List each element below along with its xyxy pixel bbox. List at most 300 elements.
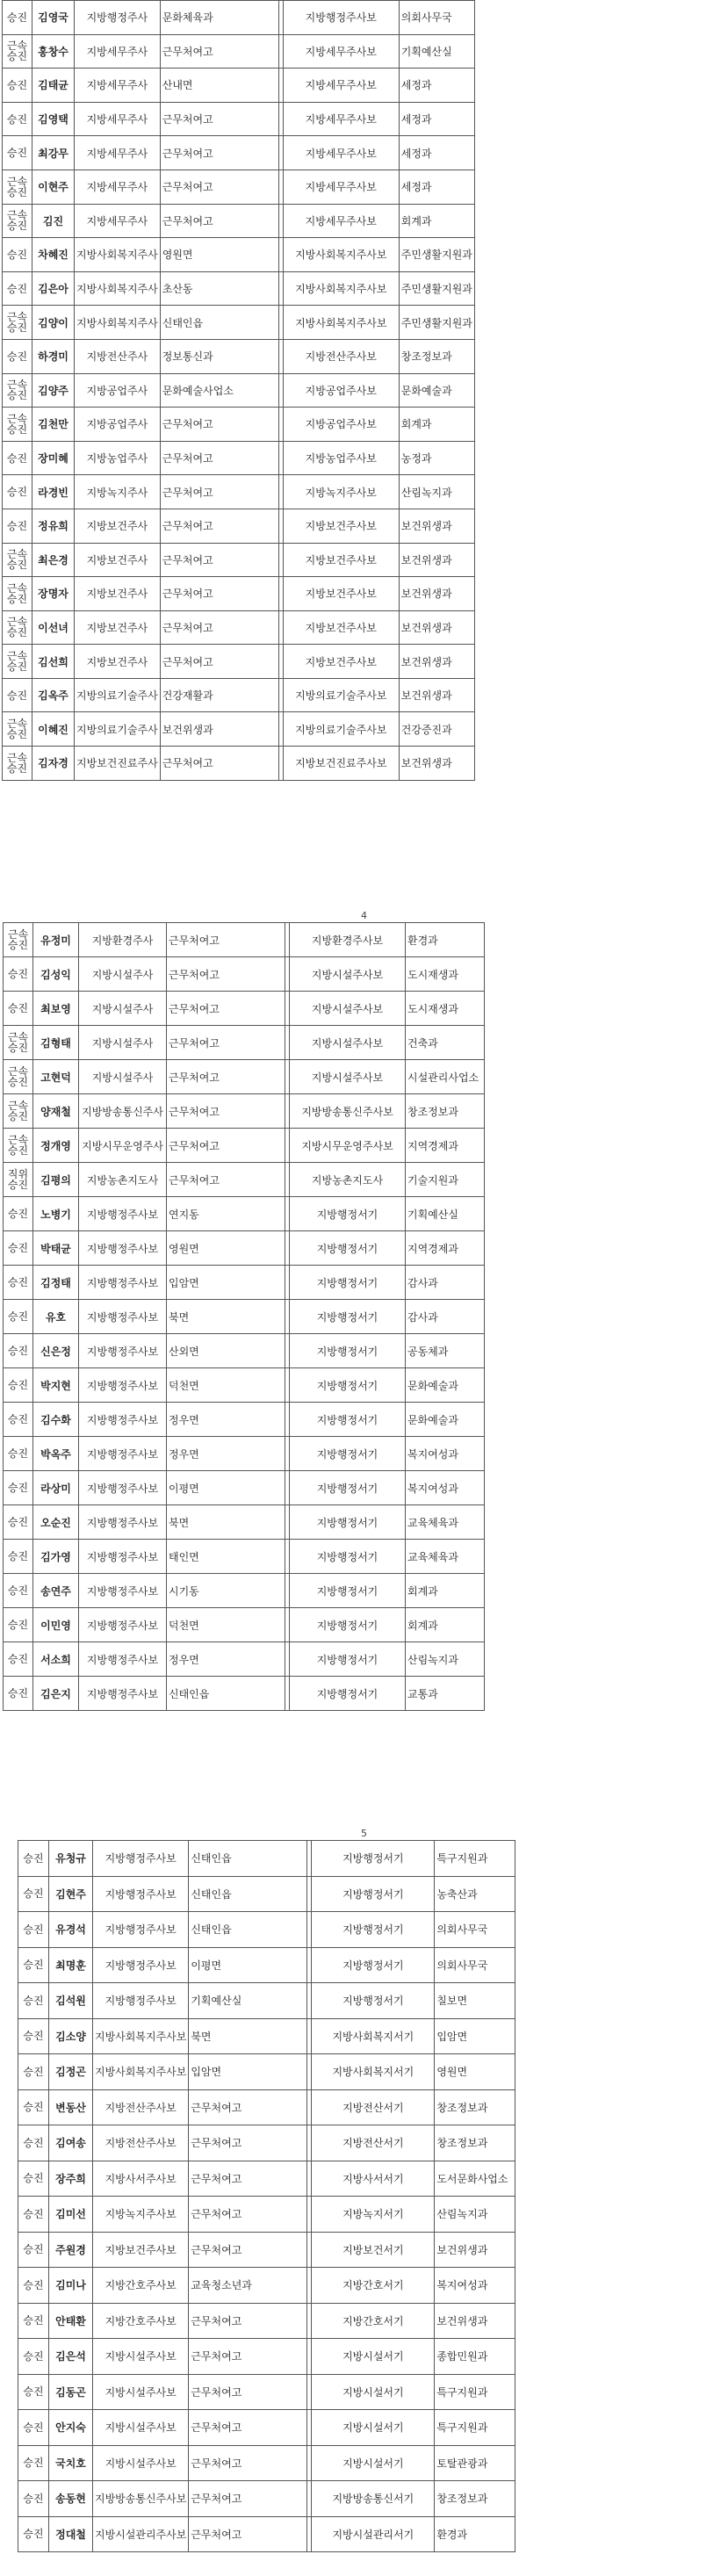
new-grade: 지방보건주사보 — [283, 577, 399, 611]
promotion-type: 승진 — [18, 2161, 49, 2197]
promotion-type: 승진 — [18, 2445, 49, 2481]
table-row — [18, 2374, 515, 2410]
new-grade: 지방전산서기 — [312, 2089, 435, 2125]
new-department: 문화예술과 — [406, 1368, 485, 1403]
promotion-type: 근속 승진 — [3, 712, 32, 747]
employee-name: 양재철 — [33, 1094, 79, 1129]
current-department: 북면 — [167, 1300, 285, 1334]
new-grade: 지방행정서기 — [290, 1540, 406, 1574]
current-department: 근무처여고 — [160, 509, 278, 543]
new-department: 세정과 — [399, 69, 474, 103]
promotion-type: 승진 — [4, 1505, 33, 1540]
current-department: 정보통신과 — [160, 339, 278, 373]
current-grade: 지방행정주사보 — [79, 1300, 167, 1334]
employee-name: 박태균 — [33, 1231, 79, 1266]
table-row — [4, 1677, 485, 1711]
current-department: 근무처여고 — [189, 2339, 307, 2375]
promotion-type: 승진 — [4, 1574, 33, 1608]
current-department: 근무처여고 — [160, 441, 278, 475]
new-department: 기획예산실 — [399, 34, 474, 69]
promotion-type: 근속 승진 — [3, 408, 32, 442]
table-row — [4, 1026, 485, 1060]
current-grade: 지방행정주사보 — [93, 1983, 189, 2019]
promotion-type: 승진 — [4, 957, 33, 992]
table-row — [18, 2018, 515, 2054]
table-row — [18, 2054, 515, 2090]
new-department: 환경과 — [435, 2516, 515, 2552]
current-department: 근무처여고 — [160, 204, 278, 238]
current-department: 영원면 — [167, 1231, 285, 1266]
new-grade: 지방세무주사보 — [283, 102, 399, 136]
employee-name: 홍창수 — [32, 34, 75, 69]
new-grade: 지방세무주사보 — [283, 69, 399, 103]
new-grade: 지방농업주사보 — [283, 441, 399, 475]
current-grade: 지방보건진료주사 — [75, 747, 161, 781]
employee-name: 정대철 — [49, 2516, 93, 2552]
employee-name: 김평의 — [33, 1163, 79, 1197]
employee-name: 유정미 — [33, 923, 79, 957]
promotion-type: 근속 승진 — [4, 1094, 33, 1129]
new-department: 시설관리사업소 — [406, 1060, 485, 1094]
promotion-type: 승진 — [18, 2516, 49, 2552]
promotion-type: 승진 — [18, 2339, 49, 2375]
table-row — [4, 1540, 485, 1574]
new-grade: 지방행정서기 — [290, 1437, 406, 1471]
new-department: 보건위생과 — [435, 2232, 515, 2268]
new-grade: 지방행정서기 — [290, 1300, 406, 1334]
table-row — [4, 1334, 485, 1368]
promotion-type: 승진 — [18, 1983, 49, 2019]
promotion-table — [18, 1840, 515, 2552]
promotion-type: 승진 — [18, 1947, 49, 1983]
new-department: 회계과 — [406, 1574, 485, 1608]
current-grade: 지방행정주사보 — [79, 1334, 167, 1368]
current-grade: 지방세무주사 — [75, 204, 161, 238]
table-row — [3, 339, 475, 373]
current-department: 근무처여고 — [160, 577, 278, 611]
new-department: 의회사무국 — [435, 1947, 515, 1983]
promotion-type: 승진 — [4, 1368, 33, 1403]
current-department: 근무처여고 — [160, 408, 278, 442]
current-grade: 지방행정주사보 — [79, 1368, 167, 1403]
table-row — [4, 1266, 485, 1300]
new-department: 보건위생과 — [435, 2303, 515, 2339]
current-grade: 지방행정주사보 — [79, 1231, 167, 1266]
new-grade: 지방사회복지서기 — [312, 2018, 435, 2054]
employee-name: 신은정 — [33, 1334, 79, 1368]
current-grade: 지방보건주사 — [75, 543, 161, 577]
current-grade: 지방행정주사보 — [93, 1947, 189, 1983]
table-row — [3, 204, 475, 238]
new-grade: 지방시설관리서기 — [312, 2516, 435, 2552]
employee-name: 송연주 — [33, 1574, 79, 1608]
new-grade: 지방의료기술주사보 — [283, 712, 399, 747]
current-department: 이평면 — [189, 1947, 307, 1983]
employee-name: 김은지 — [33, 1677, 79, 1711]
current-department: 근무처여고 — [160, 170, 278, 204]
employee-name: 김진 — [32, 204, 75, 238]
current-grade: 지방세무주사 — [75, 170, 161, 204]
current-grade: 지방행정주사 — [75, 1, 161, 35]
current-grade: 지방세무주사 — [75, 34, 161, 69]
new-grade: 지방보건진료주사보 — [283, 747, 399, 781]
employee-name: 김석원 — [49, 1983, 93, 2019]
current-department: 문화예술사업소 — [160, 373, 278, 408]
new-department: 창조정보과 — [399, 339, 474, 373]
table-row — [18, 1947, 515, 1983]
new-department: 기획예산실 — [406, 1197, 485, 1231]
new-department: 건강증진과 — [399, 712, 474, 747]
promotion-type: 근속 승진 — [4, 1026, 33, 1060]
promotion-type: 승진 — [4, 1197, 33, 1231]
employee-name: 김미나 — [49, 2268, 93, 2304]
promotion-type: 승진 — [18, 2268, 49, 2304]
current-department: 근무처여고 — [189, 2445, 307, 2481]
employee-name: 김선희 — [32, 645, 75, 679]
current-department: 근무처여고 — [160, 747, 278, 781]
employee-name: 차혜진 — [32, 238, 75, 272]
promotion-type: 승진 — [3, 136, 32, 170]
current-grade: 지방간호주사보 — [93, 2268, 189, 2304]
new-department: 창조정보과 — [435, 2089, 515, 2125]
employee-name: 김자경 — [32, 747, 75, 781]
table-row — [4, 1608, 485, 1642]
promotion-type: 근속 승진 — [4, 1129, 33, 1163]
new-grade: 지방세무주사보 — [283, 136, 399, 170]
new-grade: 지방사회복지주사보 — [283, 238, 399, 272]
employee-name: 장주희 — [49, 2161, 93, 2197]
current-department: 정우면 — [167, 1403, 285, 1437]
table-row — [18, 2268, 515, 2304]
new-grade: 지방시설주사보 — [290, 957, 406, 992]
employee-name: 변동산 — [49, 2089, 93, 2125]
new-department: 창조정보과 — [406, 1094, 485, 1129]
new-department: 복지여성과 — [406, 1437, 485, 1471]
current-grade: 지방세무주사 — [75, 69, 161, 103]
table-row — [18, 1912, 515, 1948]
new-grade: 지방행정서기 — [290, 1677, 406, 1711]
current-grade: 지방사회복지주사 — [75, 271, 161, 306]
current-grade: 지방전산주사보 — [93, 2089, 189, 2125]
promotion-type: 승진 — [18, 2303, 49, 2339]
promotion-type: 승진 — [18, 2481, 49, 2517]
current-grade: 지방세무주사 — [75, 102, 161, 136]
employee-name: 김양주 — [32, 373, 75, 408]
current-grade: 지방방송통신주사보 — [93, 2481, 189, 2517]
new-department: 보건위생과 — [399, 645, 474, 679]
table-row — [4, 1163, 485, 1197]
new-department: 보건위생과 — [399, 577, 474, 611]
current-grade: 지방행정주사보 — [79, 1403, 167, 1437]
new-department: 환경과 — [406, 923, 485, 957]
promotion-type: 근속 승진 — [4, 923, 33, 957]
table-row — [3, 238, 475, 272]
current-department: 근무처여고 — [160, 34, 278, 69]
new-grade: 지방공업주사보 — [283, 408, 399, 442]
current-department: 신태인읍 — [167, 1677, 285, 1711]
promotion-type: 승진 — [4, 1403, 33, 1437]
current-grade: 지방시설주사보 — [93, 2410, 189, 2446]
new-department: 산림녹지과 — [435, 2197, 515, 2233]
promotion-type: 승진 — [4, 1608, 33, 1642]
new-department: 도시재생과 — [406, 957, 485, 992]
promotion-type: 근속 승진 — [3, 543, 32, 577]
new-department: 보건위생과 — [399, 747, 474, 781]
table-row — [3, 136, 475, 170]
new-department: 감사과 — [406, 1266, 485, 1300]
new-grade: 지방전산주사보 — [283, 339, 399, 373]
new-grade: 지방시설서기 — [312, 2445, 435, 2481]
table-row — [4, 1403, 485, 1437]
current-department: 근무처여고 — [160, 610, 278, 645]
current-department: 근무처여고 — [189, 2232, 307, 2268]
table-row — [4, 1368, 485, 1403]
new-department: 공동체과 — [406, 1334, 485, 1368]
table-row — [3, 306, 475, 340]
employee-name: 김영국 — [32, 1, 75, 35]
table-row — [4, 1505, 485, 1540]
promotion-type: 근속 승진 — [3, 204, 32, 238]
current-grade: 지방전산주사 — [75, 339, 161, 373]
employee-name: 이민영 — [33, 1608, 79, 1642]
new-grade: 지방공업주사보 — [283, 373, 399, 408]
employee-name: 최보영 — [33, 992, 79, 1026]
table-row — [18, 2410, 515, 2446]
current-department: 기획예산실 — [189, 1983, 307, 2019]
current-department: 초산동 — [160, 271, 278, 306]
employee-name: 장명자 — [32, 577, 75, 611]
current-grade: 지방보건주사 — [75, 577, 161, 611]
current-department: 연지동 — [167, 1197, 285, 1231]
current-grade: 지방시설주사 — [79, 1026, 167, 1060]
employee-name: 주원경 — [49, 2232, 93, 2268]
new-department: 보건위생과 — [399, 509, 474, 543]
employee-name: 김성익 — [33, 957, 79, 992]
employee-name: 유청규 — [49, 1841, 93, 1877]
new-grade: 지방전산서기 — [312, 2125, 435, 2161]
current-department: 근무처여고 — [167, 1026, 285, 1060]
current-grade: 지방사회복지주사보 — [93, 2018, 189, 2054]
promotion-type: 직위 승진 — [4, 1163, 33, 1197]
current-grade: 지방행정주사보 — [79, 1437, 167, 1471]
employee-name: 유호 — [33, 1300, 79, 1334]
current-grade: 지방시설주사보 — [93, 2374, 189, 2410]
employee-name: 유경석 — [49, 1912, 93, 1948]
employee-name: 김정태 — [33, 1266, 79, 1300]
promotion-type: 승진 — [18, 2232, 49, 2268]
employee-name: 박지현 — [33, 1368, 79, 1403]
table-row — [3, 577, 475, 611]
promotion-type: 승진 — [4, 1677, 33, 1711]
new-grade: 지방행정서기 — [290, 1197, 406, 1231]
new-grade: 지방보건서기 — [312, 2232, 435, 2268]
new-grade: 지방녹지주사보 — [283, 475, 399, 509]
table-row — [4, 1060, 485, 1094]
promotion-type: 승진 — [18, 2054, 49, 2090]
table-row — [3, 34, 475, 69]
new-department: 회계과 — [399, 408, 474, 442]
table-row — [18, 1841, 515, 1877]
table-row — [4, 1574, 485, 1608]
new-department: 회계과 — [399, 204, 474, 238]
new-department: 세정과 — [399, 102, 474, 136]
table-row — [4, 1300, 485, 1334]
new-department: 칠보면 — [435, 1983, 515, 2019]
promotion-type: 근속 승진 — [3, 577, 32, 611]
table-row — [4, 1094, 485, 1129]
new-department: 주민생활지원과 — [399, 238, 474, 272]
current-grade: 지방사회복지주사 — [75, 238, 161, 272]
current-department: 신태인읍 — [189, 1912, 307, 1948]
current-grade: 지방행정주사보 — [79, 1197, 167, 1231]
table-row — [4, 957, 485, 992]
new-grade: 지방시설주사보 — [290, 992, 406, 1026]
promotion-type: 승진 — [3, 238, 32, 272]
new-department: 주민생활지원과 — [399, 271, 474, 306]
new-department: 교통과 — [406, 1677, 485, 1711]
employee-name: 김옥주 — [32, 678, 75, 712]
new-grade: 지방환경주사보 — [290, 923, 406, 957]
table-row — [3, 645, 475, 679]
new-department: 지역경제과 — [406, 1129, 485, 1163]
promotion-type: 승진 — [18, 2374, 49, 2410]
employee-name: 김여송 — [49, 2125, 93, 2161]
current-department: 근무처여고 — [189, 2410, 307, 2446]
employee-name: 김수화 — [33, 1403, 79, 1437]
current-department: 근무처여고 — [189, 2516, 307, 2552]
current-department: 문화체육과 — [160, 1, 278, 35]
current-department: 산외면 — [167, 1334, 285, 1368]
table-row — [3, 747, 475, 781]
promotion-type: 근속 승진 — [3, 170, 32, 204]
new-grade: 지방시설서기 — [312, 2339, 435, 2375]
new-department: 창조정보과 — [435, 2125, 515, 2161]
current-grade: 지방시설주사보 — [93, 2445, 189, 2481]
employee-name: 라경빈 — [32, 475, 75, 509]
current-grade: 지방의료기술주사 — [75, 678, 161, 712]
promotion-type: 승진 — [4, 1471, 33, 1505]
table-row — [4, 1471, 485, 1505]
employee-name: 김영택 — [32, 102, 75, 136]
current-department: 입암면 — [189, 2054, 307, 2090]
new-department: 감사과 — [406, 1300, 485, 1334]
current-grade: 지방행정주사보 — [79, 1642, 167, 1677]
current-department: 근무처여고 — [167, 1094, 285, 1129]
promotion-type: 승진 — [18, 2018, 49, 2054]
table-row — [18, 2232, 515, 2268]
table-row — [18, 2303, 515, 2339]
employee-name: 고현덕 — [33, 1060, 79, 1094]
promotion-type: 승진 — [4, 1266, 33, 1300]
table-row — [3, 475, 475, 509]
promotion-type: 승진 — [18, 2197, 49, 2233]
table-row — [18, 2339, 515, 2375]
new-department: 세정과 — [399, 170, 474, 204]
new-department: 농정과 — [399, 441, 474, 475]
employee-name: 김양이 — [32, 306, 75, 340]
new-department: 교육체육과 — [406, 1505, 485, 1540]
new-department: 도서문화사업소 — [435, 2161, 515, 2197]
new-grade: 지방사회복지주사보 — [283, 271, 399, 306]
current-department: 영원면 — [160, 238, 278, 272]
new-grade: 지방간호서기 — [312, 2303, 435, 2339]
current-grade: 지방시설관리주사보 — [93, 2516, 189, 2552]
current-grade: 지방사회복지주사보 — [93, 2054, 189, 2090]
new-grade: 지방농촌지도사 — [290, 1163, 406, 1197]
current-grade: 지방간호주사보 — [93, 2303, 189, 2339]
new-department: 특구지원과 — [435, 1841, 515, 1877]
table-row — [3, 509, 475, 543]
current-grade: 지방행정주사보 — [93, 1841, 189, 1877]
current-grade: 지방행정주사보 — [79, 1574, 167, 1608]
new-department: 의회사무국 — [399, 1, 474, 35]
current-grade: 지방사회복지주사 — [75, 306, 161, 340]
current-grade: 지방행정주사보 — [79, 1266, 167, 1300]
current-department: 근무처여고 — [160, 102, 278, 136]
promotion-type: 승진 — [18, 1841, 49, 1877]
table-row — [3, 543, 475, 577]
promotion-type: 승진 — [18, 1876, 49, 1912]
current-department: 북면 — [167, 1505, 285, 1540]
current-grade: 지방보건주사보 — [93, 2232, 189, 2268]
new-grade: 지방시설주사보 — [290, 1060, 406, 1094]
current-department: 근무처여고 — [189, 2125, 307, 2161]
new-grade: 지방녹지서기 — [312, 2197, 435, 2233]
employee-name: 안태환 — [49, 2303, 93, 2339]
promotion-type: 승진 — [3, 475, 32, 509]
new-grade: 지방방송통신주사보 — [290, 1094, 406, 1129]
current-department: 신태인읍 — [189, 1876, 307, 1912]
employee-name: 최은경 — [32, 543, 75, 577]
new-grade: 지방행정서기 — [290, 1403, 406, 1437]
current-grade: 지방녹지주사 — [75, 475, 161, 509]
promotion-type: 승진 — [3, 509, 32, 543]
new-department: 특구지원과 — [435, 2410, 515, 2446]
promotion-table — [3, 922, 485, 1711]
current-department: 근무처여고 — [189, 2197, 307, 2233]
new-department: 농축산과 — [435, 1876, 515, 1912]
current-department: 시기동 — [167, 1574, 285, 1608]
promotion-type: 승진 — [3, 339, 32, 373]
current-grade: 지방전산주사보 — [93, 2125, 189, 2161]
new-grade: 지방행정서기 — [290, 1368, 406, 1403]
current-grade: 지방녹지주사보 — [93, 2197, 189, 2233]
current-department: 근무처여고 — [189, 2089, 307, 2125]
new-grade: 지방세무주사보 — [283, 204, 399, 238]
new-grade: 지방사서서기 — [312, 2161, 435, 2197]
current-grade: 지방보건주사 — [75, 645, 161, 679]
promotion-type: 승진 — [18, 1912, 49, 1948]
current-grade: 지방공업주사 — [75, 408, 161, 442]
current-department: 신태인읍 — [160, 306, 278, 340]
current-department: 근무처여고 — [189, 2161, 307, 2197]
page-number: 4 — [361, 910, 367, 921]
table-row — [3, 102, 475, 136]
table-row — [3, 408, 475, 442]
table-row — [3, 712, 475, 747]
current-grade: 지방시설주사 — [79, 992, 167, 1026]
new-grade: 지방행정서기 — [312, 1947, 435, 1983]
employee-name: 장미혜 — [32, 441, 75, 475]
promotion-type: 근속 승진 — [3, 373, 32, 408]
employee-name: 김은석 — [49, 2339, 93, 2375]
employee-name: 김은아 — [32, 271, 75, 306]
new-grade: 지방행정주사보 — [283, 1, 399, 35]
promotion-type: 승진 — [4, 1642, 33, 1677]
employee-name: 김가영 — [33, 1540, 79, 1574]
current-department: 북면 — [189, 2018, 307, 2054]
new-grade: 지방시설서기 — [312, 2410, 435, 2446]
